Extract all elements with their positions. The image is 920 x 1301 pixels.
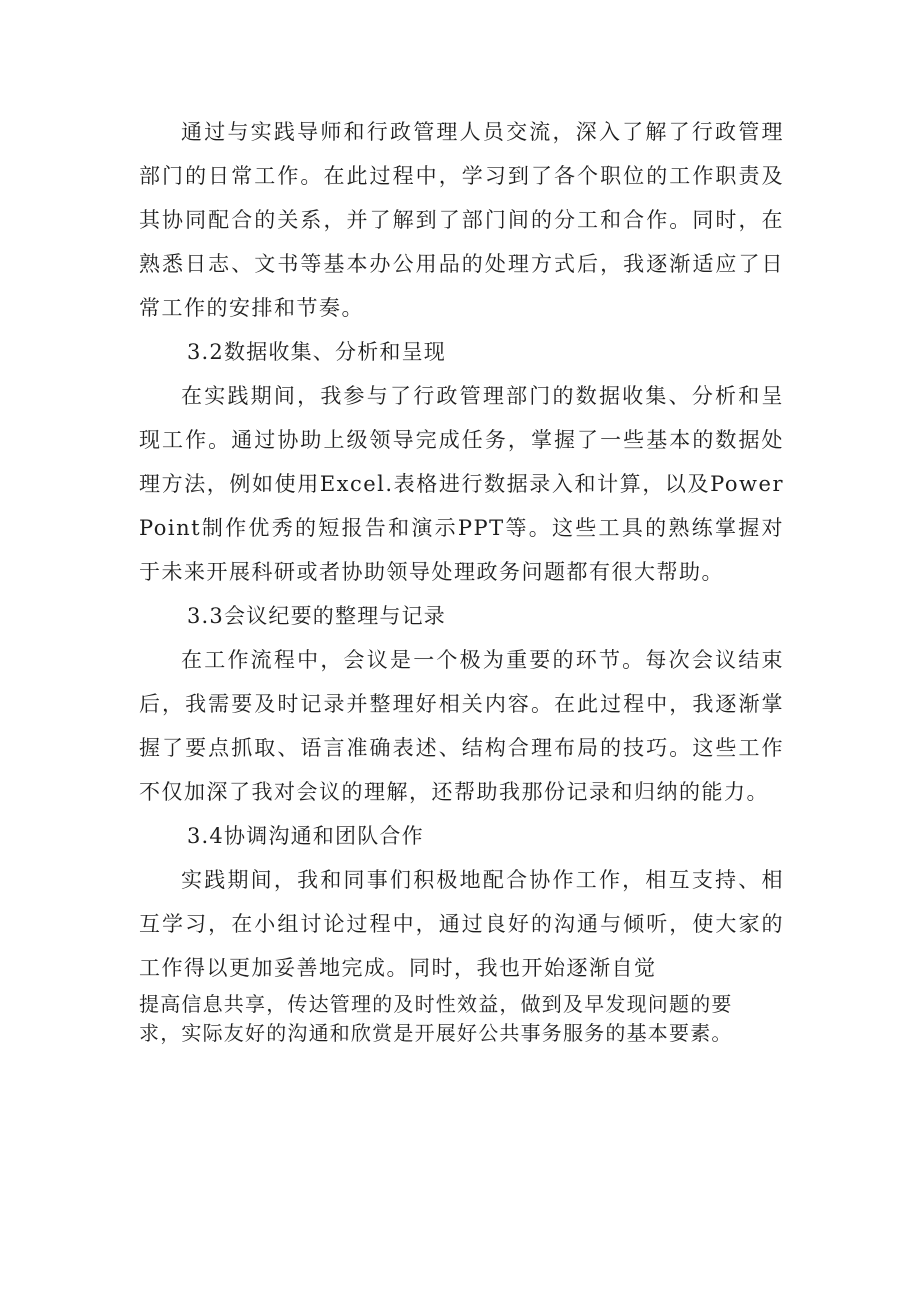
paragraph-data-processing: 在实践期间，我参与了行政管理部门的数据收集、分析和呈现工作。通过协助上级领导完成任务，掌握了一些基本的数据处理方法，例如使用Excel.表格进行数据录入和计算，以及PowerPoint制作优秀的短报告和演示PPT等。这些工具的熟练掌握对于未来开展科研或者协助领导处理政务问题都有很大帮助。 [139, 384, 784, 584]
compressed-line-2: 求，实际友好的沟通和欣赏是开展好公共事务服务的基本要素。 [139, 1021, 733, 1045]
section-heading-3-3: 3.3会议纪要的整理与记录 [187, 604, 446, 628]
section-heading-3-4: 3.4协调沟通和团队合作 [187, 824, 424, 848]
section-heading-3-2: 3.2数据收集、分析和呈现 [187, 340, 446, 364]
paragraph-teamwork: 实践期间，我和同事们积极地配合协作工作，相互支持、相互学习，在小组讨论过程中，通过良好的沟通与倾听，使大家的工作得以更加妥善地完成。同时，我也开始逐渐自觉 [139, 868, 784, 980]
paragraph-meeting-minutes: 在工作流程中，会议是一个极为重要的环节。每次会议结束后，我需要及时记录并整理好相关内容。在此过程中，我逐渐掌握了要点抓取、语言准确表述、结构合理布局的技巧。这些工作不仅加深了我对会议的理解，还帮助我那份记录和归纳的能力。 [139, 648, 784, 804]
compressed-line-1: 提高信息共享，传达管理的及时性效益，做到及早发现问题的要 [139, 992, 733, 1016]
paragraph-admin-work: 通过与实践导师和行政管理人员交流，深入了解了行政管理部门的日常工作。在此过程中，学习到了各个职位的工作职责及其协同配合的关系，并了解到了部门间的分工和合作。同时，在熟悉日志、文书等基本办公用品的处理方式后，我逐渐适应了日常工作的安排和节奏。 [139, 120, 784, 320]
document-body [139, 110, 784, 1048]
